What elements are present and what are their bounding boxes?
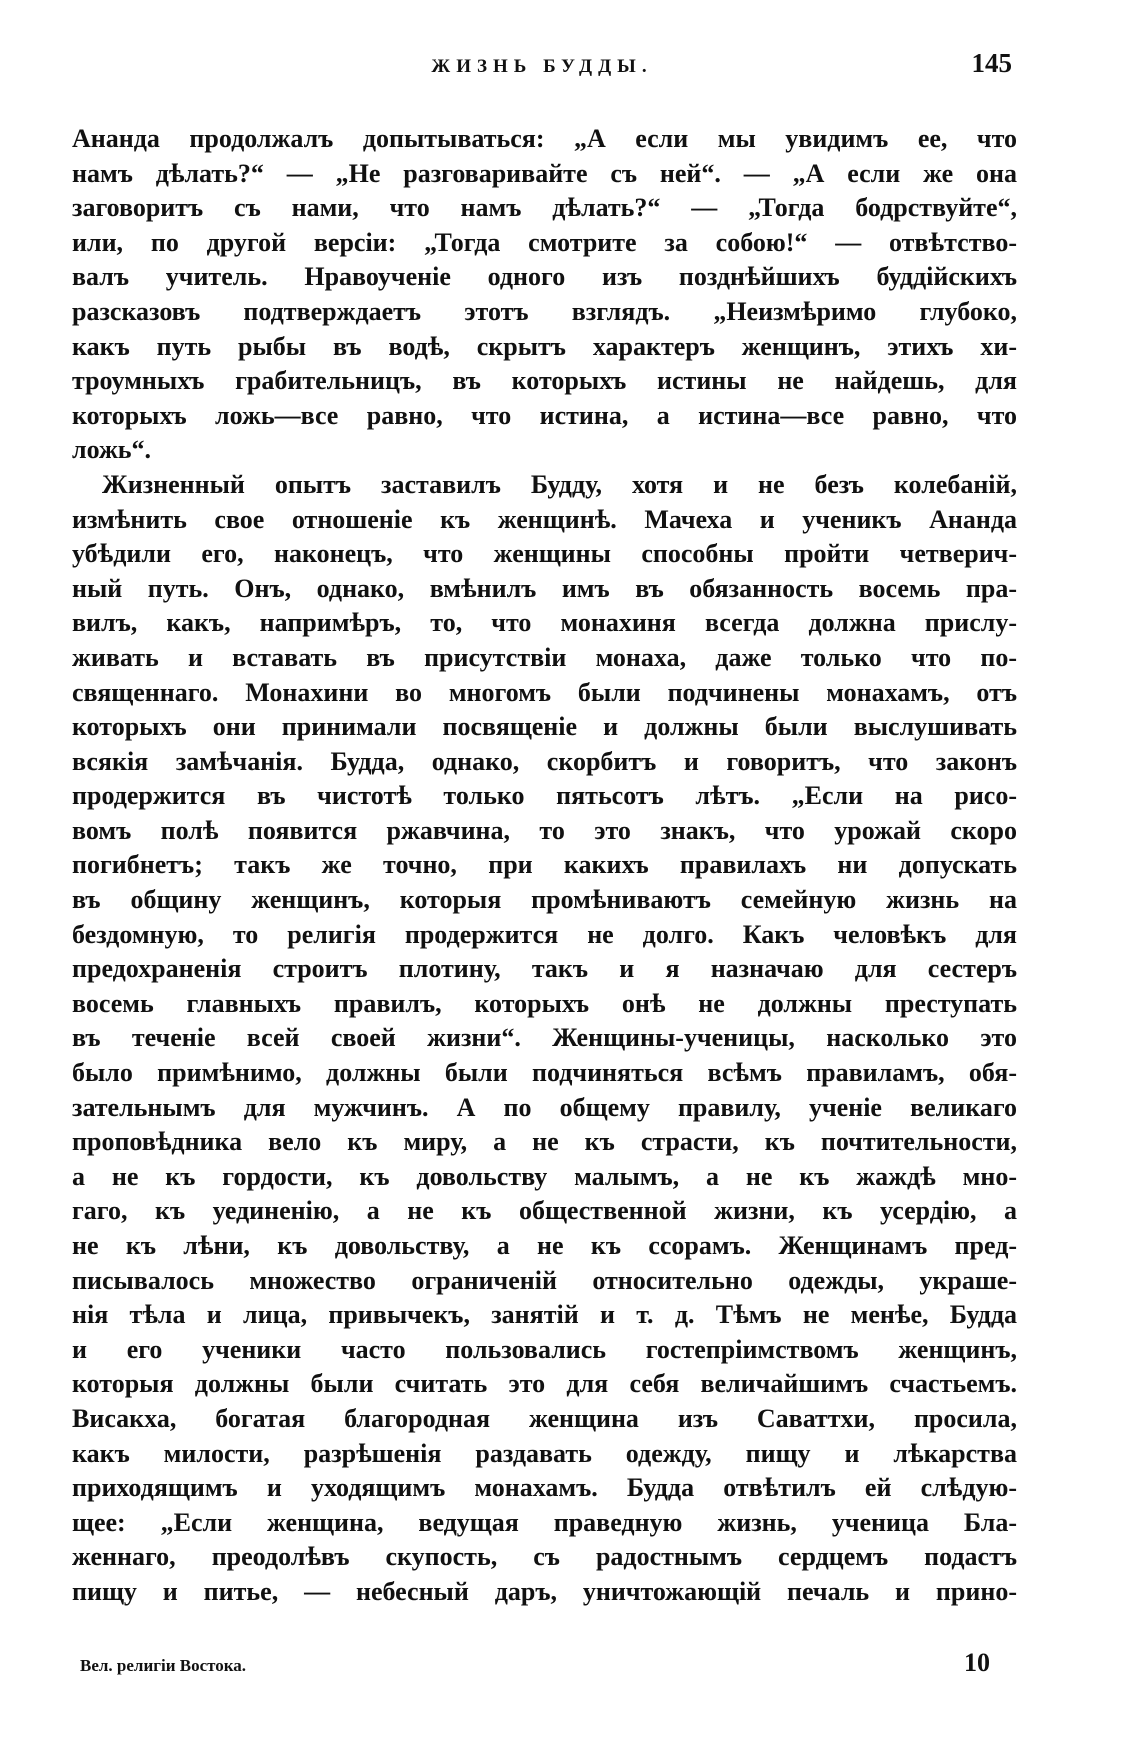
text-line: щее: „Если женщина, ведущая праведную жизнь, ученица Бла- — [72, 1507, 1017, 1537]
text-line: погибнетъ; такъ же точно, при какихъ правилахъ ни допускать — [72, 850, 1017, 880]
text-line: приходящимъ и уходящимъ монахамъ. Будда отвѣтилъ ей слѣдую- — [72, 1473, 1017, 1503]
text-line: Висакха, богатая благородная женщина изъ Саваттхи, просила, — [72, 1403, 1017, 1433]
text-line: пищу и питье, — небесный даръ, уничтожающій печаль и прино- — [72, 1576, 1017, 1606]
text-line: ложь“. — [72, 435, 152, 465]
page-number: 145 — [971, 48, 1012, 78]
text-line: бездомную, то религія продержится не долго. Какъ человѣкъ для — [72, 919, 1017, 949]
text-line: и его ученики часто пользовались гостепріимствомъ женщинъ, — [72, 1334, 1017, 1364]
text-line: писывалось множество ограниченій относительно одежды, украше- — [72, 1265, 1017, 1295]
text-line: проповѣдника вело къ миру, а не къ страсти, къ почтительности, — [72, 1127, 1017, 1157]
text-line: которыхъ ложь—все равно, что истина, а истина—все равно, что — [72, 400, 1017, 430]
text-line: разсказовъ подтверждаетъ этотъ взглядъ. „Неизмѣримо глубоко, — [72, 296, 1017, 326]
text-line: троумныхъ грабительницъ, въ которыхъ истины не найдешь, для — [72, 366, 1017, 396]
text-line: которыя должны были считать это для себя величайшимъ счастьемъ. — [72, 1369, 1017, 1399]
running-head — [72, 48, 1012, 88]
text-line: валъ учитель. Нравоученіе одного изъ позднѣйшихъ буддійскихъ — [72, 262, 1017, 292]
text-line: священнаго. Монахини во многомъ были подчинены монахамъ, отъ — [72, 677, 1017, 707]
text-line: какъ милости, разрѣшенія раздавать одежду, пищу и лѣкарства — [72, 1438, 1017, 1468]
text-line: намъ дѣлать?“ — „Не разговаривайте съ ней“. — „А если же она — [72, 158, 1017, 188]
page-footer — [80, 1648, 1010, 1682]
text-line: нія тѣла и лица, привычекъ, занятій и т. д. Тѣмъ не менѣе, Будда — [72, 1300, 1017, 1330]
text-line: которыхъ они принимали посвященіе и должны были выслушивать — [72, 712, 1017, 742]
text-line: какъ путь рыбы въ водѣ, скрытъ характеръ женщинъ, этихъ хи- — [72, 331, 1017, 361]
text-line: было примѣнимо, должны были подчиняться всѣмъ правиламъ, обя- — [72, 1058, 1017, 1088]
text-line: восемь главныхъ правилъ, которыхъ онѣ не должны преступать — [72, 988, 1017, 1018]
text-line: Ананда продолжалъ допытываться: „А если мы увидимъ ее, что — [72, 124, 1017, 153]
text-line: женнаго, преодолѣвъ скупость, съ радостнымъ сердцемъ подастъ — [72, 1542, 1017, 1572]
text-line: вилъ, какъ, напримѣръ, то, что монахиня всегда должна прислу- — [72, 608, 1017, 638]
body-text — [72, 122, 1017, 1610]
running-title: ЖИЗНЬ БУДДЫ. — [431, 56, 653, 77]
text-line: зательнымъ для мужчинъ. А по общему правилу, ученіе великаго — [72, 1092, 1017, 1122]
text-line: убѣдили его, наконецъ, что женщины способны пройти четверич- — [72, 539, 1017, 569]
text-line: продержится въ чистотѣ только пятьсотъ лѣтъ. „Если на рисо- — [72, 781, 1017, 811]
text-line: всякія замѣчанія. Будда, однако, скорбитъ и говоритъ, что законъ — [72, 746, 1017, 776]
text-line: не къ лѣни, къ довольству, а не къ ссорамъ. Женщинамъ пред- — [72, 1231, 1017, 1260]
text-line: заговоритъ съ нами, что намъ дѣлать?“ — „Тогда бодрствуйте“, — [72, 193, 1017, 223]
text-line: въ общину женщинъ, которыя промѣниваютъ семейную жизнь на — [72, 885, 1017, 915]
signature-mark: Вел. религіи Востока. — [80, 1656, 247, 1675]
text-line: живать и вставать въ присутствіи монаха, даже только что по- — [72, 642, 1017, 672]
text-line: въ теченіе всей своей жизни“. Женщины-ученицы, насколько это — [72, 1023, 1017, 1053]
text-line: Жизненный опытъ заставилъ Будду, хотя и не безъ колебаній, — [102, 469, 1017, 499]
sheet-number: 10 — [964, 1648, 990, 1677]
text-line: а не къ гордости, къ довольству малымъ, а не къ жаждѣ мно- — [72, 1161, 1017, 1191]
text-line: или, по другой версіи: „Тогда смотрите за собою!“ — отвѣтство- — [72, 227, 1017, 257]
text-line: предохраненія строитъ плотину, такъ и я назначаю для сестеръ — [72, 954, 1017, 984]
text-line: вомъ полѣ появится ржавчина, то это знакъ, что урожай скоро — [72, 815, 1017, 845]
text-line: измѣнить свое отношеніе къ женщинѣ. Мачеха и ученикъ Ананда — [72, 504, 1017, 534]
text-line: ный путь. Онъ, однако, вмѣнилъ имъ въ обязанность восемь пра- — [72, 573, 1017, 603]
text-line: гаго, къ уединенію, а не къ общественной жизни, къ усердію, а — [72, 1196, 1017, 1226]
